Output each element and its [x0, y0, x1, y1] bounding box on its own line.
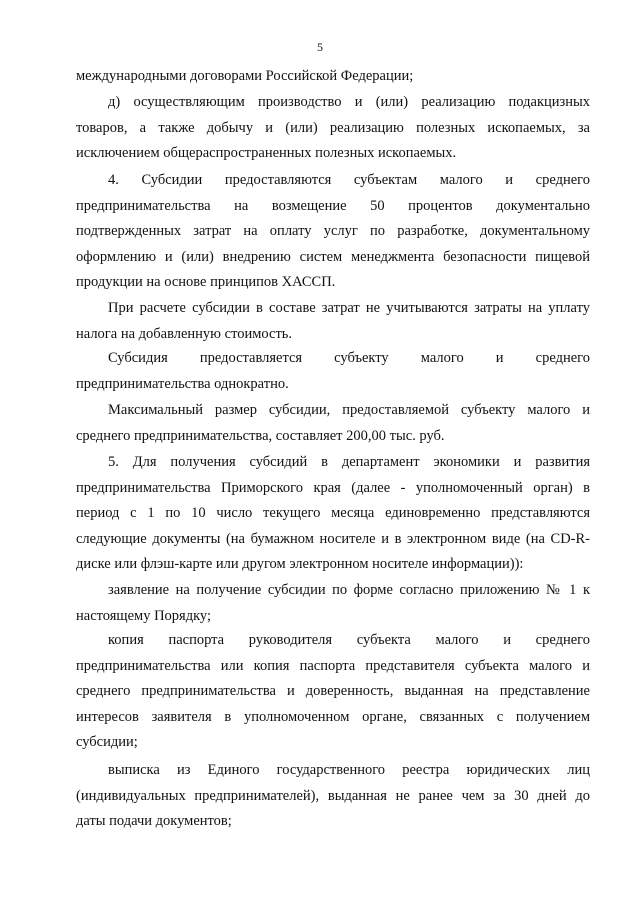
text-line: предпринимательства на возмещение 50 процентов документально: [76, 197, 590, 214]
text-line: (индивидуальных предпринимателей), выданная не ранее чем за 30 дней до: [76, 787, 590, 804]
list-item-registry-extract: [76, 758, 590, 835]
text-line: выписка из Единого государственного реестра юридических лиц: [108, 762, 590, 778]
text-line: 5. Для получения субсидий в департамент экономики и развития: [108, 454, 590, 470]
text-line: интересов заявителя в уполномоченном органе, связанных с получением: [76, 708, 590, 725]
paragraph-4: [76, 168, 590, 296]
text-line: субсидии;: [76, 734, 138, 750]
text-line: среднего предпринимательства, составляет 200,00 тыс. руб.: [76, 427, 445, 444]
text-line: Максимальный размер субсидии, предоставляемой субъекту малого и: [108, 402, 590, 418]
paragraph-vat-note: [76, 296, 590, 347]
text-line: копия паспорта руководителя субъекта малого и среднего: [108, 632, 590, 648]
text-line: товаров, а также добычу и (или) реализацию полезных ископаемых, за: [76, 119, 590, 136]
text-line: предпринимательства однократно.: [76, 375, 289, 392]
text-line: настоящему Порядку;: [76, 607, 212, 624]
text-line: налога на добавленную стоимость.: [76, 325, 293, 342]
list-item-passport-copy: [76, 628, 590, 756]
paragraph-item-d: [76, 90, 590, 167]
text-line: международными договорами Российской Федерации;: [76, 68, 414, 84]
text-line: даты подачи документов;: [76, 813, 232, 829]
text-line: Субсидия предоставляется субъекту малого и среднего: [108, 350, 590, 366]
text-line: заявление на получение субсидии по форме согласно приложению № 1 к: [108, 582, 590, 598]
text-line: продукции на основе принципов ХАССП.: [76, 274, 336, 290]
text-line: предпринимательства или копия паспорта представителя субъекта малого и: [76, 657, 590, 674]
text-line: исключением общераспространенных полезных ископаемых.: [76, 145, 457, 161]
list-item-application: [76, 578, 590, 629]
paragraph-5: [76, 450, 590, 578]
text-line: оформлению и (или) внедрению систем менеджмента безопасности пищевой: [76, 248, 590, 265]
text-line: среднего предпринимательства и доверенность, выданная на представление: [76, 683, 590, 699]
text-line: период с 1 по 10 число текущего месяца единовременно представляются: [76, 505, 590, 521]
text-line: д) осуществляющим производство и (или) реализацию подакцизных: [108, 94, 590, 110]
text-line: диске или флэш-карте или другом электронном носителе информации)):: [76, 556, 524, 572]
text-line: подтвержденных затрат на оплату услуг по разработке, документальному: [76, 223, 590, 239]
page-number: 5: [317, 40, 323, 54]
text-line: предпринимательства Приморского края (далее - уполномоченный орган) в: [76, 479, 590, 496]
text-line: При расчете субсидии в составе затрат не учитываются затраты на уплату: [108, 300, 590, 316]
text-line: следующие документы (на бумажном носителе и в электронном виде (на CD-R-: [76, 530, 590, 547]
text-line: 4. Субсидии предоставляются субъектам малого и среднего: [108, 172, 590, 188]
paragraph-max-amount: [76, 398, 590, 449]
paragraph-continuation: [76, 64, 590, 90]
paragraph-once: [76, 346, 590, 397]
